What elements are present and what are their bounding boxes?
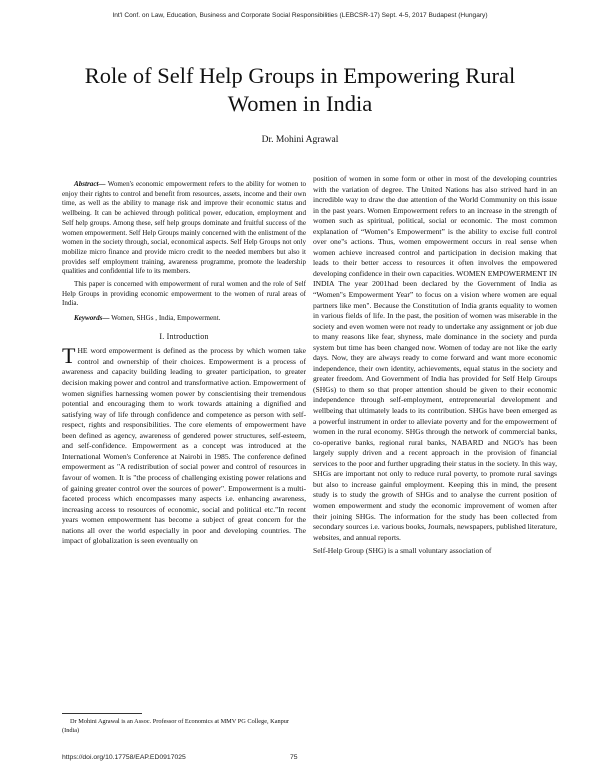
right-paragraph-1: position of women in some form or other in most of the developing countries with the variation of degree. The United Nations has also strived hard in an incredible way to draw the due attention of the World Community on this issue in the past years. Women Empowerment refers to an increase in the strength of women such as spiritual, political, social or economic. The most common explanation of “Women"s Empowerment” is the ability to excise full control over one"s actions. Thus, women empowerment occurs in real sense when women achieve increased control and participation in decision making that leads to their better access to resources it often involves the empowered developing confidence in their own capacities. WOMEN EMPOWERMENT IN INDIA The year 2001had been declared by the Government of India as “Women"s Empowerment Year” to focus on a vision where women are equal partners like men". Because the Constitution of India grants equality to women in various fields of life. In the past, the position of women was miserable in the society and even women were not ready to undertake any assignment or job due to many reasons like fear, shyness, male dominance in the society and purda system but time has been changed now. Women of today are not like the early days. Now, they are always ready to come forward and want more economic independence, their own identity, achievements, equal status in the society and greater freedom. And Government of India has provided for Self Help Groups (SHGs) to them so that proper attention should be given to their economic independence through self-employment, entrepreneurial development and wellbeing that ultimately leads to its contribution. SHGs have been emerged as a powerful instrument in order to alleviate poverty and for the empowerment of women in the rural economy. SHGs through the network of commercial banks, co-operative banks, regional rural banks, NABARD and NGO's has been largely supply driven and a recent approach in the provision of financial services to the poor and further upgrading their status in the society. In this way, SHGs are important not only to reduce rural poverty, to promote rural savings but also to increase gainful employment. Keeping this in mind, the present study is to study the growth of SHGs and to analyse the current position of women empowerment and study the economic improvement of women after their joining SHGs. The information for the study has been collected from secondary sources i.e. various books, Journals, newspapers, published literature, websites, and annual reports. (313, 174, 557, 542)
abstract-label: Abstract— (74, 180, 106, 188)
author-name: Dr. Mohini Agrawal (261, 135, 339, 145)
keywords-label: Keywords— (74, 314, 110, 323)
left-column (62, 180, 306, 550)
right-column (313, 174, 557, 560)
introduction-text: HE word empowerment is defined as the process by which women take control and ownership of their choices. Empowerment is a process of awareness and capacity building leading to greater participation, to greater decision making power and control and transformative action. Empowerment of women signifies harnessing women power by conscientising their tremendous potential and encouraging them to work towards attaining a dignified and satisfying way of life through confidence and competence as person with self-respect, rights and responsibilities. The core elements of empowerment have been defined as agency, awareness of gendered power structures, self-esteem, and self-confidence. Empowerment as a concept was introduced at the International Women's Conference at Nairobi in 1985. The conference defined empowerment as "A redistribution of social power and control of resources in favour of women. It is "the process of challenging existing power relations and of gaining greater control over the sources of power". Empowerment is a multi-faceted process which encompasses many aspects i.e. enhancing awareness, increasing access to resources of economic, social and political etc."In recent years women empowerment has become a subject of great concern for the nations all over the world especially in poor and developing countries. The impact of globalization is seen eventually on (62, 346, 306, 546)
title-line-1: Role of Self Help Groups in Empowering Rural (84, 63, 516, 88)
abstract (62, 180, 306, 277)
right-paragraph-2: Self-Help Group (SHG) is a small voluntary association of (313, 546, 492, 556)
page-number: 75 (290, 754, 298, 761)
abstract-paragraph-2: This paper is concerned with empowerment of rural women and the role of Self Help Groups in providing economic empowerment to the women of rural areas of India. (62, 280, 306, 308)
keywords-text: Women, SHGs , India, Empowerment. (109, 314, 221, 323)
conference-header: Int'l Conf. on Law, Education, Business and Corporate Social Responsibilities (LEBCSR-17) Sept. 4-5, 2017 Budapest (Hungary) (112, 12, 488, 19)
keywords (62, 314, 306, 324)
introduction-paragraph (62, 343, 306, 546)
title-line-2: Women in India (227, 91, 373, 116)
abstract-text: Women's economic empowerment refers to the ability for women to enjoy their rights to control and benefit from resources, assets, income and their own time, as well as the ability to manage risk and improve their economic status and wellbeing. It can be achieved through political power, education, employment and Self help groups. Among these, self help groups dominate and fruitful success of the women empowerment. Self Help Groups mainly concerned with the enlistment of the women in the society through, social, economical aspects. Self Help Groups not only mobilize micro finance and provide micro credit to the needed members but also it provides self employment training, awareness programme, promote the leadership qualities and confidential life to its members. (62, 180, 306, 276)
footnote-rule (62, 713, 142, 714)
section-heading-introduction: I. Introduction (159, 331, 209, 341)
drop-cap: T (62, 343, 76, 369)
doi-link[interactable]: https://doi.org/10.17758/EAP.ED0917025 (62, 754, 186, 761)
paper-title (40, 62, 560, 118)
author-footnote: Dr Mohini Agrawal is an Assoc. Professor of Economics at MMV PG College, Kanpur (India) (62, 718, 290, 734)
